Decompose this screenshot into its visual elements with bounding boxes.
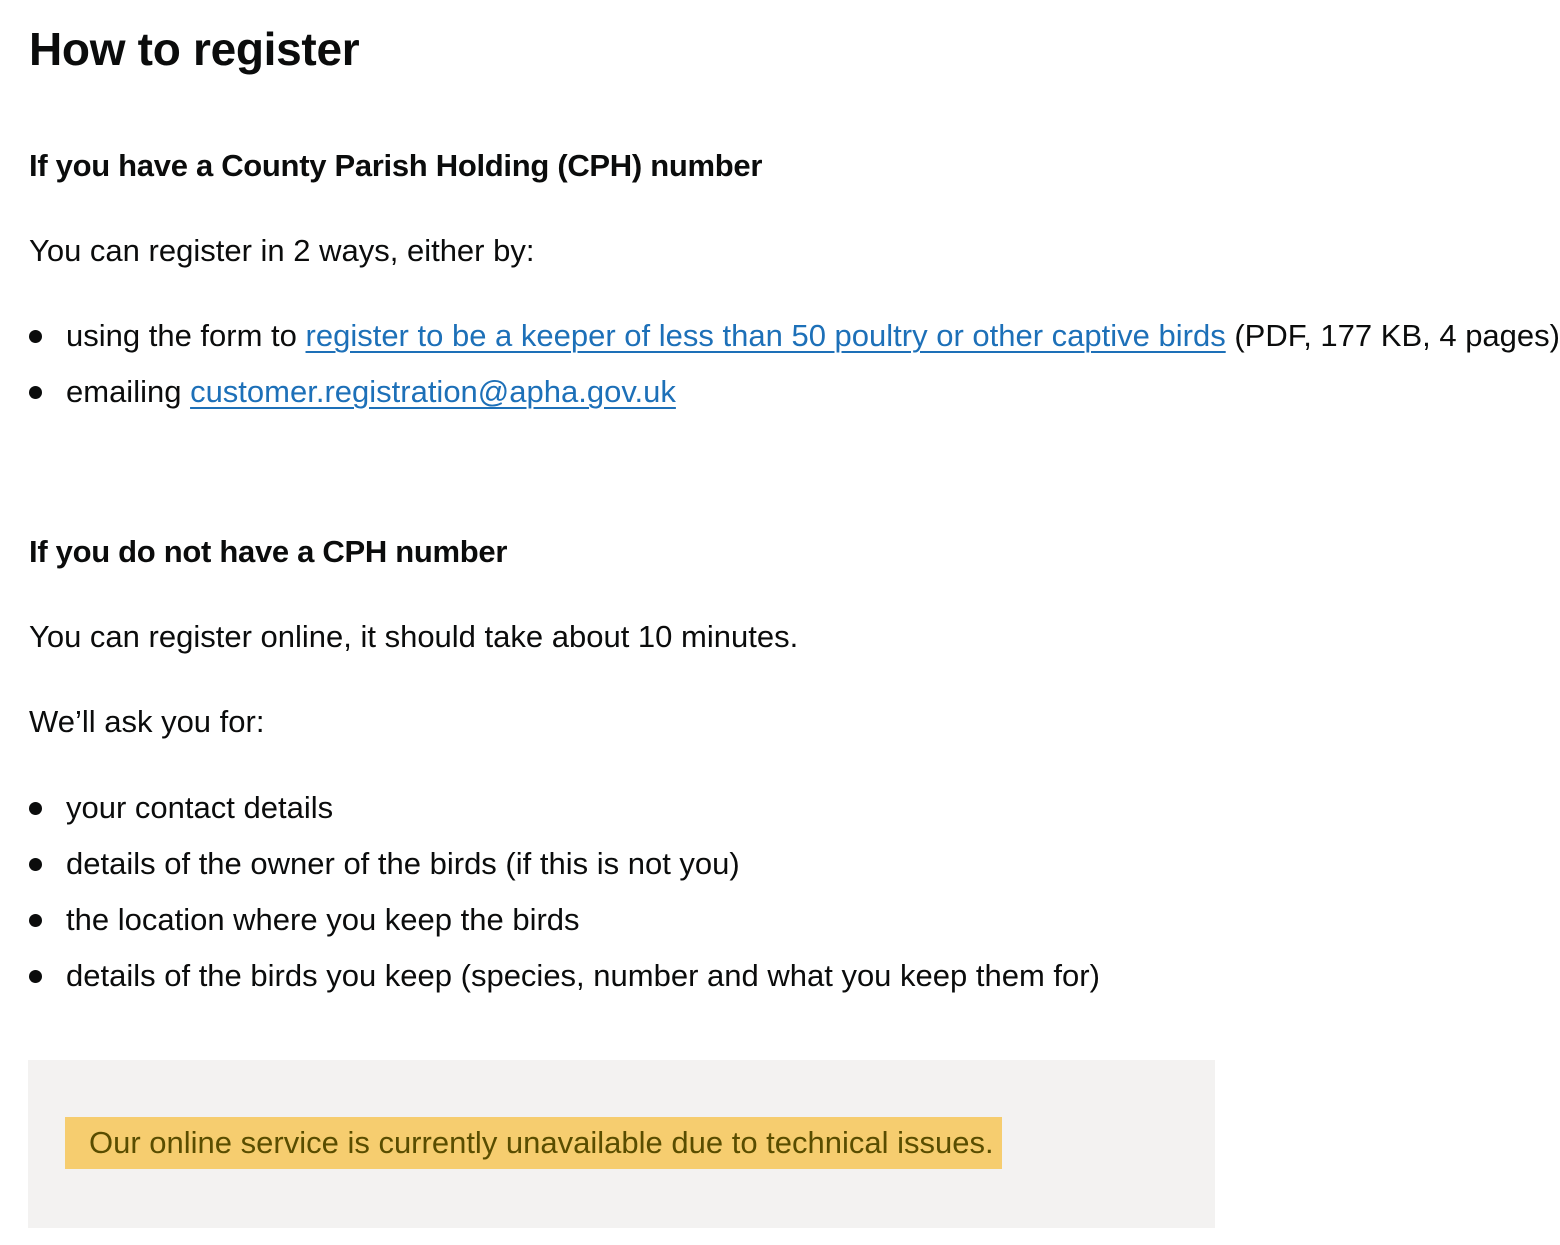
list-item bbox=[29, 952, 1219, 1000]
cph-section-intro: You can register in 2 ways, either by: bbox=[29, 233, 535, 268]
page-title: How to register bbox=[29, 23, 360, 75]
list-item-text: details of the birds you keep (species, number and what you keep them for) bbox=[66, 958, 1100, 993]
register-form-link[interactable]: register to be a keeper of less than 50 poultry or other captive birds bbox=[305, 318, 1226, 353]
list-item-email bbox=[29, 368, 1219, 416]
file-info: (PDF, 177 KB, 4 pages) bbox=[1225, 318, 1560, 353]
bullet-icon bbox=[29, 970, 42, 983]
list-item bbox=[29, 784, 1219, 832]
details-list bbox=[29, 784, 1219, 1000]
list-item-prefix: emailing bbox=[66, 374, 191, 409]
ask-intro: We’ll ask you for: bbox=[29, 704, 265, 739]
bullet-icon bbox=[29, 330, 42, 343]
list-item bbox=[29, 840, 1219, 888]
bullet-icon bbox=[29, 802, 42, 815]
bullet-icon bbox=[29, 858, 42, 871]
list-item-text: the location where you keep the birds bbox=[66, 902, 580, 937]
list-item-form bbox=[29, 312, 1560, 360]
email-link[interactable]: customer.registration@apha.gov.uk bbox=[190, 374, 676, 409]
bullet-icon bbox=[29, 386, 42, 399]
cph-section-heading: If you have a County Parish Holding (CPH) number bbox=[29, 148, 763, 183]
notice-highlight: Our online service is currently unavailable due to technical issues. bbox=[65, 1117, 1002, 1169]
list-item-text: your contact details bbox=[66, 790, 334, 825]
bullet-icon bbox=[29, 914, 42, 927]
notice-inset bbox=[28, 1060, 1215, 1228]
list-item bbox=[29, 896, 1219, 944]
no-cph-section-intro: You can register online, it should take about 10 minutes. bbox=[29, 619, 799, 654]
list-item-text: details of the owner of the birds (if this is not you) bbox=[66, 846, 740, 881]
no-cph-section-heading: If you do not have a CPH number bbox=[29, 534, 508, 569]
list-item-prefix: using the form to bbox=[66, 318, 306, 353]
cph-options-list bbox=[29, 312, 1560, 416]
